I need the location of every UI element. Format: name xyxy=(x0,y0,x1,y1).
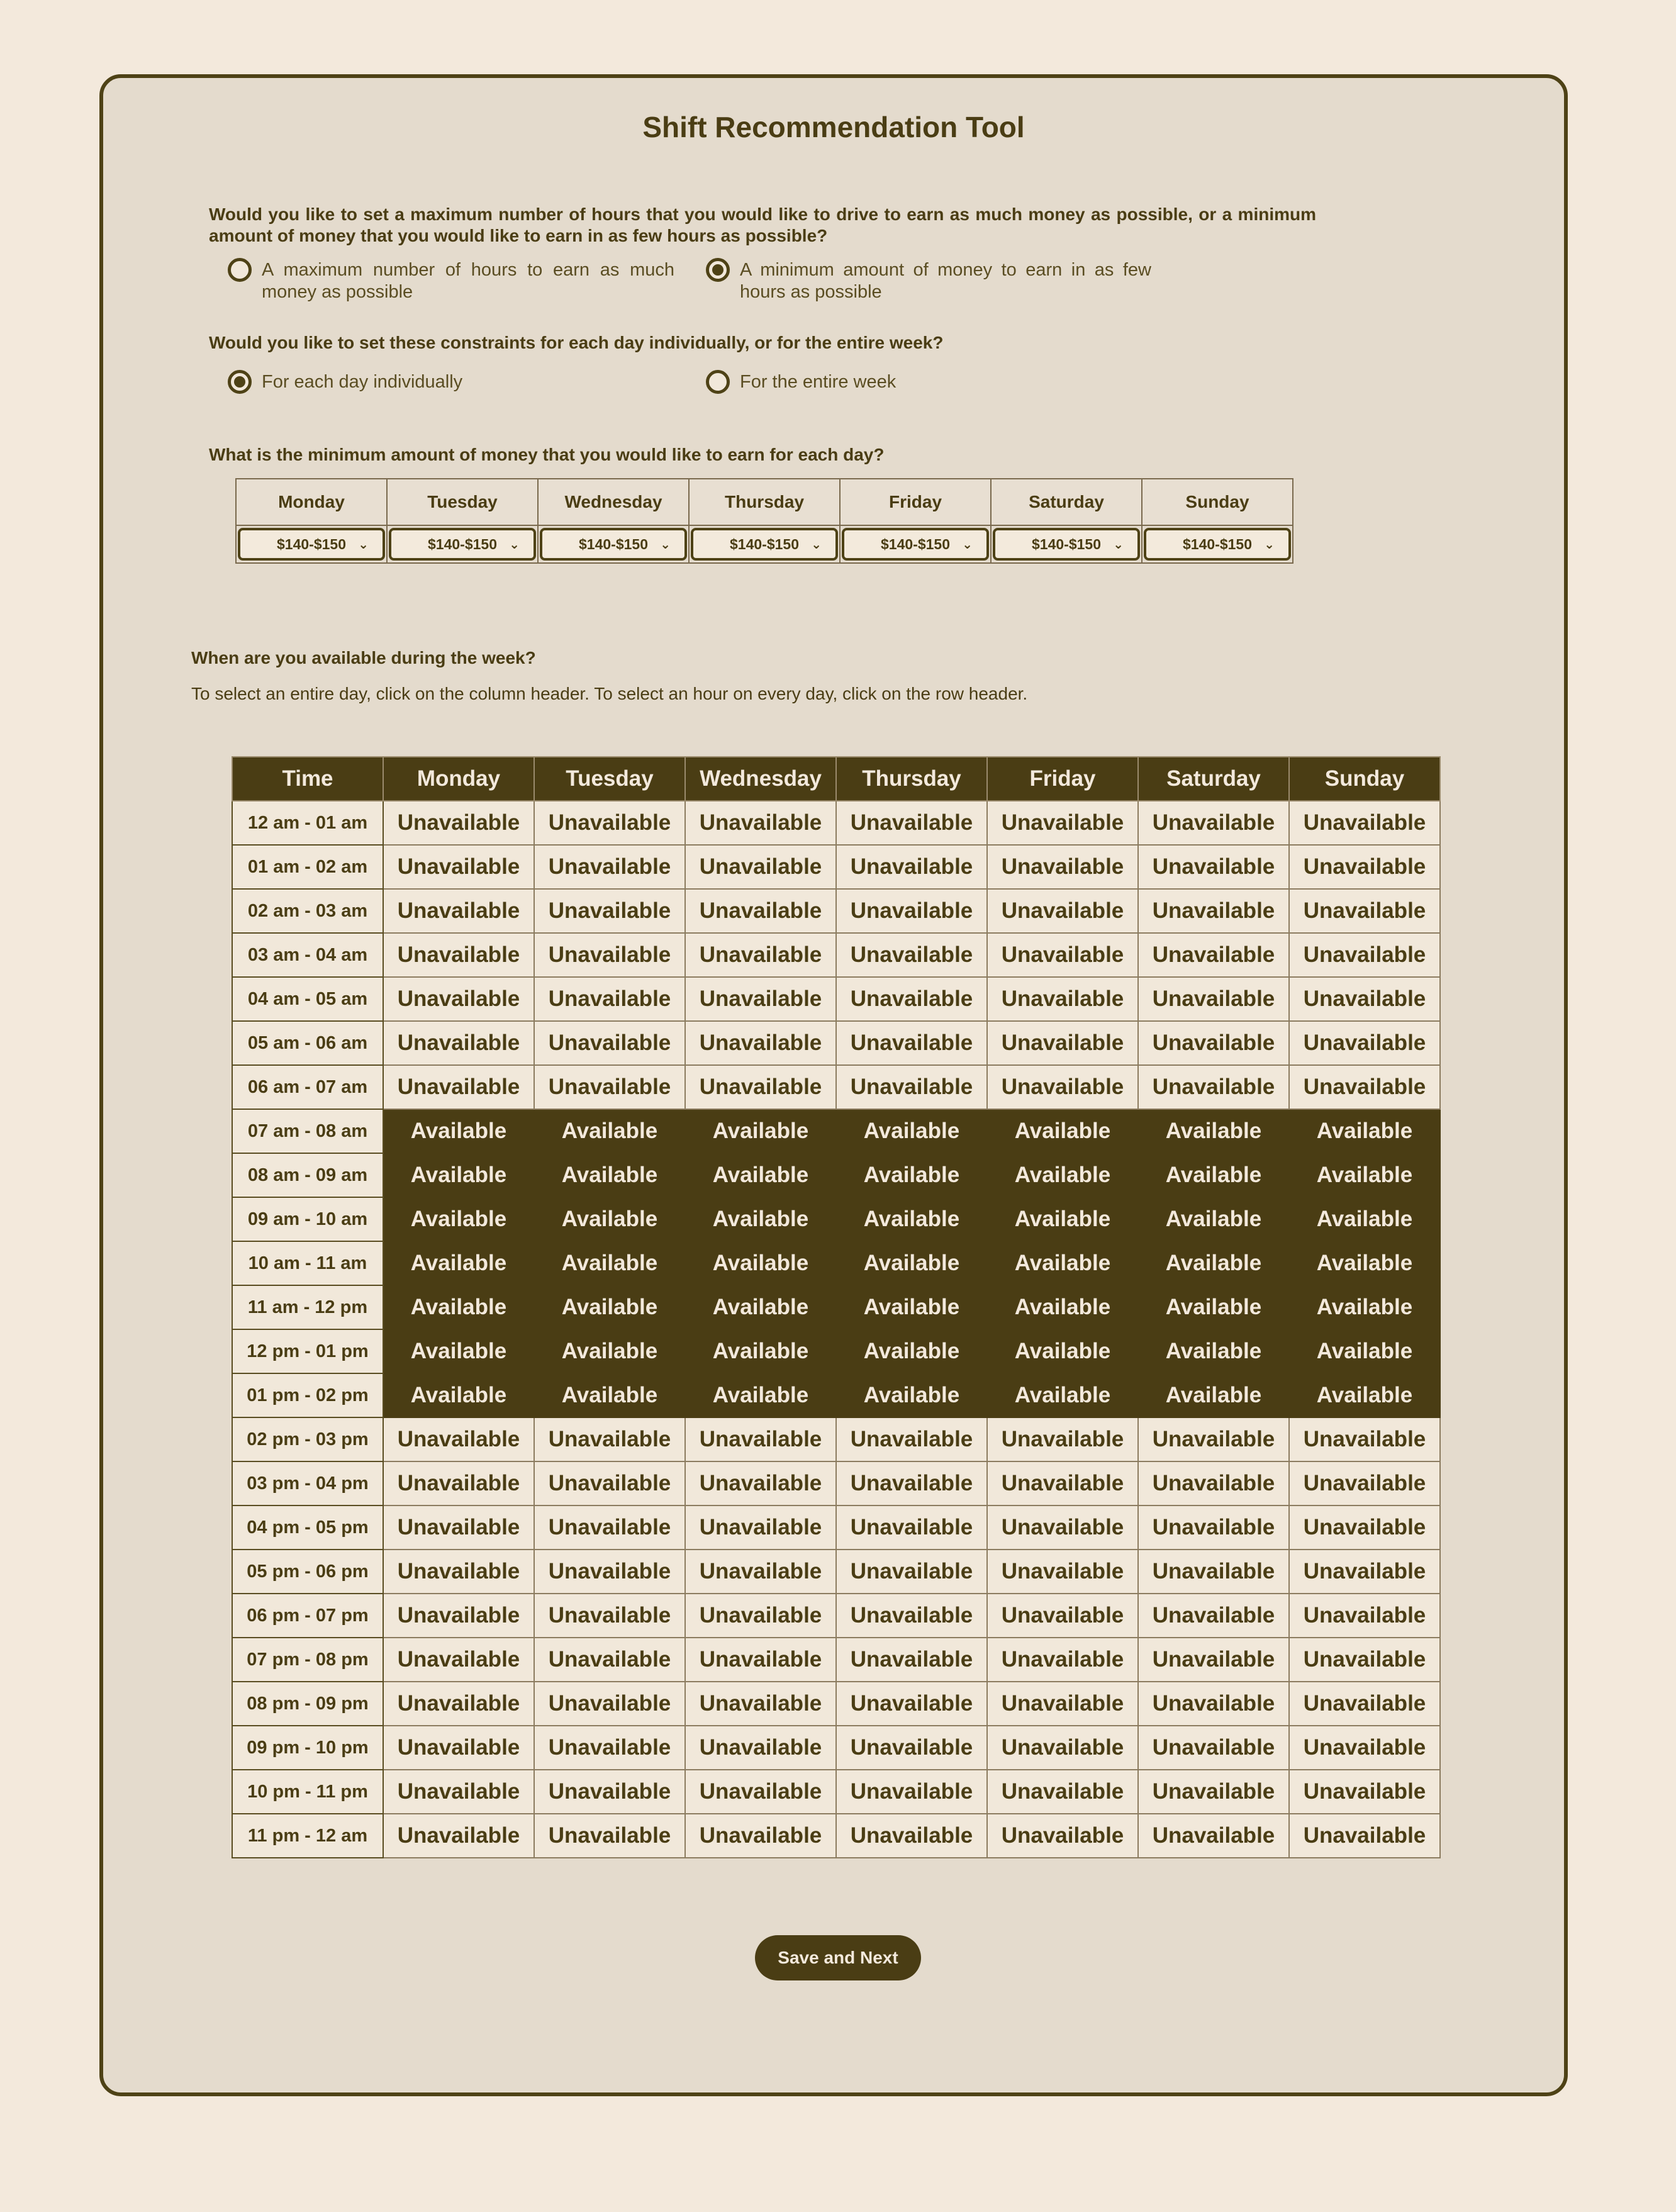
availability-cell-wednesday[interactable]: Unavailable xyxy=(685,889,836,933)
time-row-header[interactable]: 11 am - 12 pm xyxy=(232,1285,383,1329)
availability-cell-monday[interactable]: Unavailable xyxy=(383,1505,534,1550)
availability-question: When are you available during the week? xyxy=(191,648,536,668)
availability-cell-tuesday[interactable]: Unavailable xyxy=(534,1770,685,1814)
availability-cell-monday[interactable]: Unavailable xyxy=(383,977,534,1021)
select-value: $140-$150 xyxy=(730,535,799,552)
day-column-header-monday[interactable]: Monday xyxy=(383,757,534,801)
time-row-header[interactable]: 04 pm - 05 pm xyxy=(232,1505,383,1550)
day-column-header-sunday[interactable]: Sunday xyxy=(1289,757,1440,801)
time-row-header[interactable]: 02 am - 03 am xyxy=(232,889,383,933)
availability-cell-saturday[interactable]: Available xyxy=(1138,1329,1289,1373)
availability-cell-monday[interactable]: Unavailable xyxy=(383,1594,534,1638)
time-row-header[interactable]: 12 pm - 01 pm xyxy=(232,1329,383,1373)
availability-cell-tuesday[interactable]: Unavailable xyxy=(534,933,685,977)
time-row-header[interactable]: 03 am - 04 am xyxy=(232,933,383,977)
availability-cell-friday[interactable]: Available xyxy=(987,1197,1138,1241)
availability-cell-thursday[interactable]: Available xyxy=(836,1241,987,1285)
min-money-header-thursday: Thursday xyxy=(689,479,840,525)
availability-cell-monday[interactable]: Unavailable xyxy=(383,1550,534,1594)
availability-cell-wednesday[interactable]: Unavailable xyxy=(685,1770,836,1814)
availability-cell-sunday[interactable]: Unavailable xyxy=(1289,1814,1440,1858)
availability-grid xyxy=(232,756,1441,1858)
availability-cell-sunday[interactable]: Unavailable xyxy=(1289,1682,1440,1726)
table-row xyxy=(232,1594,1440,1638)
availability-cell-tuesday[interactable]: Unavailable xyxy=(534,1505,685,1550)
min-money-header-monday: Monday xyxy=(236,479,387,525)
time-row-header[interactable]: 08 am - 09 am xyxy=(232,1153,383,1197)
availability-cell-saturday[interactable]: Unavailable xyxy=(1138,1550,1289,1594)
availability-cell-sunday[interactable]: Unavailable xyxy=(1289,1550,1440,1594)
availability-cell-monday[interactable]: Available xyxy=(383,1109,534,1153)
table-row xyxy=(232,977,1440,1021)
availability-cell-tuesday[interactable]: Available xyxy=(534,1109,685,1153)
availability-cell-sunday[interactable]: Unavailable xyxy=(1289,1021,1440,1065)
availability-cell-saturday[interactable]: Unavailable xyxy=(1138,801,1289,845)
table-row xyxy=(232,1065,1440,1109)
min-money-select-sunday[interactable] xyxy=(1144,528,1291,561)
availability-cell-tuesday[interactable]: Unavailable xyxy=(534,1682,685,1726)
table-row xyxy=(232,1638,1440,1682)
availability-cell-sunday[interactable]: Available xyxy=(1289,1197,1440,1241)
availability-cell-monday[interactable]: Available xyxy=(383,1373,534,1417)
availability-cell-wednesday[interactable]: Unavailable xyxy=(685,1594,836,1638)
availability-cell-sunday[interactable]: Available xyxy=(1289,1373,1440,1417)
table-row xyxy=(232,1461,1440,1505)
table-row xyxy=(232,1373,1440,1417)
availability-cell-thursday[interactable]: Unavailable xyxy=(836,1726,987,1770)
availability-cell-wednesday[interactable]: Unavailable xyxy=(685,1065,836,1109)
availability-cell-thursday[interactable]: Available xyxy=(836,1329,987,1373)
availability-cell-friday[interactable]: Unavailable xyxy=(987,1505,1138,1550)
time-row-header[interactable]: 04 am - 05 am xyxy=(232,977,383,1021)
availability-cell-sunday[interactable]: Unavailable xyxy=(1289,1770,1440,1814)
availability-cell-tuesday[interactable]: Unavailable xyxy=(534,977,685,1021)
min-money-table xyxy=(235,478,1293,564)
availability-cell-saturday[interactable]: Available xyxy=(1138,1285,1289,1329)
availability-cell-wednesday[interactable]: Unavailable xyxy=(685,1638,836,1682)
table-row xyxy=(232,1505,1440,1550)
availability-cell-saturday[interactable]: Unavailable xyxy=(1138,845,1289,889)
table-row xyxy=(232,801,1440,845)
availability-cell-friday[interactable]: Unavailable xyxy=(987,1417,1138,1461)
availability-cell-monday[interactable]: Available xyxy=(383,1241,534,1285)
availability-cell-sunday[interactable]: Unavailable xyxy=(1289,889,1440,933)
availability-cell-friday[interactable]: Unavailable xyxy=(987,933,1138,977)
availability-cell-sunday[interactable]: Unavailable xyxy=(1289,1726,1440,1770)
availability-cell-tuesday[interactable]: Unavailable xyxy=(534,889,685,933)
time-row-header[interactable]: 10 am - 11 am xyxy=(232,1241,383,1285)
availability-cell-monday[interactable]: Unavailable xyxy=(383,1814,534,1858)
time-row-header[interactable]: 05 pm - 06 pm xyxy=(232,1550,383,1594)
availability-cell-friday[interactable]: Available xyxy=(987,1241,1138,1285)
availability-cell-sunday[interactable]: Unavailable xyxy=(1289,977,1440,1021)
availability-cell-saturday[interactable]: Unavailable xyxy=(1138,1770,1289,1814)
radio-circle-icon[interactable] xyxy=(228,370,252,394)
availability-cell-tuesday[interactable]: Unavailable xyxy=(534,1021,685,1065)
availability-cell-wednesday[interactable]: Unavailable xyxy=(685,1461,836,1505)
select-value: $140-$150 xyxy=(1183,535,1252,552)
question-min-money: What is the minimum amount of money that you would like to earn for each day? xyxy=(209,445,885,464)
availability-cell-sunday[interactable]: Available xyxy=(1289,1285,1440,1329)
availability-cell-tuesday[interactable]: Unavailable xyxy=(534,1550,685,1594)
radio-label-each-day: For each day individually xyxy=(262,372,463,392)
radio-circle-icon[interactable] xyxy=(228,258,252,282)
availability-cell-monday[interactable]: Unavailable xyxy=(383,889,534,933)
min-money-header-saturday: Saturday xyxy=(991,479,1142,525)
availability-cell-wednesday[interactable]: Unavailable xyxy=(685,1550,836,1594)
availability-cell-wednesday[interactable]: Available xyxy=(685,1329,836,1373)
availability-cell-thursday[interactable]: Unavailable xyxy=(836,977,987,1021)
availability-cell-tuesday[interactable]: Available xyxy=(534,1153,685,1197)
availability-cell-monday[interactable]: Unavailable xyxy=(383,1682,534,1726)
availability-cell-saturday[interactable]: Unavailable xyxy=(1138,1461,1289,1505)
min-money-select-monday[interactable] xyxy=(238,528,385,561)
day-column-header-friday[interactable]: Friday xyxy=(987,757,1138,801)
table-row xyxy=(232,1153,1440,1197)
availability-cell-saturday[interactable]: Unavailable xyxy=(1138,1505,1289,1550)
availability-cell-thursday[interactable]: Unavailable xyxy=(836,801,987,845)
radio-label-max-hours: A maximum number of hours to earn as much money as possible xyxy=(262,260,674,302)
chevron-down-icon: ⌄ xyxy=(962,538,973,552)
availability-cell-thursday[interactable]: Unavailable xyxy=(836,1065,987,1109)
day-column-header-saturday[interactable]: Saturday xyxy=(1138,757,1289,801)
table-row xyxy=(232,1726,1440,1770)
table-row xyxy=(232,1197,1440,1241)
availability-cell-monday[interactable]: Unavailable xyxy=(383,933,534,977)
availability-cell-sunday[interactable]: Available xyxy=(1289,1241,1440,1285)
availability-cell-saturday[interactable]: Available xyxy=(1138,1241,1289,1285)
min-money-cell-wednesday xyxy=(538,525,689,563)
availability-cell-sunday[interactable]: Unavailable xyxy=(1289,1461,1440,1505)
min-money-select-saturday[interactable] xyxy=(993,528,1140,561)
time-row-header[interactable]: 11 pm - 12 am xyxy=(232,1814,383,1858)
chevron-down-icon: ⌄ xyxy=(358,538,369,552)
table-row xyxy=(232,1285,1440,1329)
availability-cell-friday[interactable]: Unavailable xyxy=(987,1461,1138,1505)
availability-cell-friday[interactable]: Unavailable xyxy=(987,1770,1138,1814)
day-column-header-wednesday[interactable]: Wednesday xyxy=(685,757,836,801)
availability-cell-friday[interactable]: Unavailable xyxy=(987,1021,1138,1065)
table-row xyxy=(232,1329,1440,1373)
availability-cell-monday[interactable]: Unavailable xyxy=(383,1417,534,1461)
radio-label-entire-week: For the entire week xyxy=(740,372,897,392)
availability-cell-wednesday[interactable]: Unavailable xyxy=(685,1682,836,1726)
time-row-header[interactable]: 02 pm - 03 pm xyxy=(232,1417,383,1461)
availability-cell-saturday[interactable]: Unavailable xyxy=(1138,889,1289,933)
availability-cell-tuesday[interactable]: Available xyxy=(534,1241,685,1285)
availability-cell-monday[interactable]: Unavailable xyxy=(383,1065,534,1109)
availability-cell-thursday[interactable]: Unavailable xyxy=(836,889,987,933)
save-and-next-button[interactable]: Save and Next xyxy=(755,1935,921,1980)
availability-cell-sunday[interactable]: Unavailable xyxy=(1289,1638,1440,1682)
min-money-cell-friday xyxy=(840,525,991,563)
availability-cell-friday[interactable]: Unavailable xyxy=(987,1682,1138,1726)
availability-cell-tuesday[interactable]: Unavailable xyxy=(534,1461,685,1505)
time-row-header[interactable]: 08 pm - 09 pm xyxy=(232,1682,383,1726)
time-row-header[interactable]: 03 pm - 04 pm xyxy=(232,1461,383,1505)
table-row xyxy=(232,1770,1440,1814)
question-goal-type: Would you like to set a maximum number of hours that you would like to drive to earn as much money as possible, or a minimum amount of money that you would like to earn in as few hours as possible? xyxy=(209,204,1316,245)
min-money-cell-saturday xyxy=(991,525,1142,563)
availability-cell-wednesday[interactable]: Unavailable xyxy=(685,977,836,1021)
min-money-cell-sunday xyxy=(1142,525,1293,563)
availability-cell-friday[interactable]: Available xyxy=(987,1373,1138,1417)
time-row-header[interactable]: 06 am - 07 am xyxy=(232,1065,383,1109)
availability-cell-monday[interactable]: Unavailable xyxy=(383,1638,534,1682)
availability-cell-saturday[interactable]: Available xyxy=(1138,1109,1289,1153)
availability-cell-friday[interactable]: Available xyxy=(987,1329,1138,1373)
availability-cell-thursday[interactable]: Unavailable xyxy=(836,1682,987,1726)
availability-cell-sunday[interactable]: Unavailable xyxy=(1289,1505,1440,1550)
availability-cell-monday[interactable]: Available xyxy=(383,1285,534,1329)
day-column-header-thursday[interactable]: Thursday xyxy=(836,757,987,801)
availability-cell-thursday[interactable]: Unavailable xyxy=(836,1550,987,1594)
availability-cell-tuesday[interactable]: Unavailable xyxy=(534,1417,685,1461)
availability-cell-friday[interactable]: Unavailable xyxy=(987,1638,1138,1682)
availability-cell-monday[interactable]: Unavailable xyxy=(383,1770,534,1814)
availability-cell-tuesday[interactable]: Unavailable xyxy=(534,1726,685,1770)
availability-cell-saturday[interactable]: Unavailable xyxy=(1138,977,1289,1021)
availability-cell-monday[interactable]: Available xyxy=(383,1329,534,1373)
availability-cell-saturday[interactable]: Unavailable xyxy=(1138,1682,1289,1726)
min-money-cell-thursday xyxy=(689,525,840,563)
availability-cell-wednesday[interactable]: Unavailable xyxy=(685,1726,836,1770)
availability-cell-wednesday[interactable]: Available xyxy=(685,1109,836,1153)
availability-cell-wednesday[interactable]: Unavailable xyxy=(685,1417,836,1461)
chevron-down-icon: ⌄ xyxy=(811,538,822,552)
availability-cell-wednesday[interactable]: Available xyxy=(685,1373,836,1417)
availability-cell-wednesday[interactable]: Unavailable xyxy=(685,1505,836,1550)
availability-cell-sunday[interactable]: Available xyxy=(1289,1109,1440,1153)
table-row xyxy=(232,1814,1440,1858)
time-row-header[interactable]: 10 pm - 11 pm xyxy=(232,1770,383,1814)
time-row-header[interactable]: 12 am - 01 am xyxy=(232,801,383,845)
availability-cell-tuesday[interactable]: Unavailable xyxy=(534,1814,685,1858)
min-money-select-friday[interactable] xyxy=(842,528,989,561)
availability-cell-saturday[interactable]: Unavailable xyxy=(1138,933,1289,977)
min-money-header-wednesday: Wednesday xyxy=(538,479,689,525)
chevron-down-icon: ⌄ xyxy=(1113,538,1124,552)
availability-cell-saturday[interactable]: Unavailable xyxy=(1138,1726,1289,1770)
availability-cell-monday[interactable]: Unavailable xyxy=(383,1726,534,1770)
select-value: $140-$150 xyxy=(428,535,497,552)
table-row xyxy=(232,1109,1440,1153)
time-row-header[interactable]: 05 am - 06 am xyxy=(232,1021,383,1065)
availability-cell-friday[interactable]: Unavailable xyxy=(987,1814,1138,1858)
availability-cell-saturday[interactable]: Available xyxy=(1138,1197,1289,1241)
availability-cell-thursday[interactable]: Unavailable xyxy=(836,1461,987,1505)
availability-cell-wednesday[interactable]: Available xyxy=(685,1153,836,1197)
availability-cell-wednesday[interactable]: Available xyxy=(685,1285,836,1329)
availability-cell-sunday[interactable]: Available xyxy=(1289,1329,1440,1373)
availability-cell-saturday[interactable]: Unavailable xyxy=(1138,1814,1289,1858)
availability-instructions: To select an entire day, click on the column header. To select an hour on every day, click on the row header. xyxy=(191,684,1028,703)
table-row xyxy=(232,1241,1440,1285)
time-row-header[interactable]: 07 am - 08 am xyxy=(232,1109,383,1153)
availability-cell-thursday[interactable]: Available xyxy=(836,1373,987,1417)
availability-cell-wednesday[interactable]: Available xyxy=(685,1197,836,1241)
availability-cell-thursday[interactable]: Unavailable xyxy=(836,1770,987,1814)
availability-cell-monday[interactable]: Unavailable xyxy=(383,1461,534,1505)
availability-cell-saturday[interactable]: Unavailable xyxy=(1138,1638,1289,1682)
availability-cell-tuesday[interactable]: Unavailable xyxy=(534,801,685,845)
availability-cell-thursday[interactable]: Unavailable xyxy=(836,933,987,977)
availability-cell-friday[interactable]: Unavailable xyxy=(987,1726,1138,1770)
availability-cell-friday[interactable]: Unavailable xyxy=(987,889,1138,933)
availability-cell-saturday[interactable]: Unavailable xyxy=(1138,1065,1289,1109)
table-row xyxy=(232,1417,1440,1461)
chevron-down-icon: ⌄ xyxy=(1264,538,1275,552)
radio-each-day[interactable] xyxy=(228,371,630,394)
availability-cell-tuesday[interactable]: Available xyxy=(534,1285,685,1329)
table-row xyxy=(232,889,1440,933)
availability-cell-thursday[interactable]: Unavailable xyxy=(836,1505,987,1550)
availability-cell-saturday[interactable]: Available xyxy=(1138,1153,1289,1197)
availability-cell-friday[interactable]: Unavailable xyxy=(987,977,1138,1021)
availability-cell-monday[interactable]: Unavailable xyxy=(383,801,534,845)
select-value: $140-$150 xyxy=(881,535,950,552)
availability-cell-tuesday[interactable]: Unavailable xyxy=(534,1594,685,1638)
time-column-header: Time xyxy=(232,757,383,801)
availability-cell-tuesday[interactable]: Available xyxy=(534,1329,685,1373)
select-value: $140-$150 xyxy=(579,535,648,552)
table-row xyxy=(232,1021,1440,1065)
select-value: $140-$150 xyxy=(1032,535,1101,552)
chevron-down-icon: ⌄ xyxy=(660,538,671,552)
radio-max-hours[interactable] xyxy=(228,259,674,303)
min-money-select-tuesday[interactable] xyxy=(389,528,536,561)
availability-cell-sunday[interactable]: Unavailable xyxy=(1289,801,1440,845)
table-row xyxy=(232,1550,1440,1594)
availability-cell-friday[interactable]: Unavailable xyxy=(987,1550,1138,1594)
min-money-cell-monday xyxy=(236,525,387,563)
availability-cell-thursday[interactable]: Unavailable xyxy=(836,1021,987,1065)
availability-cell-thursday[interactable]: Unavailable xyxy=(836,1594,987,1638)
min-money-header-sunday: Sunday xyxy=(1142,479,1293,525)
availability-cell-friday[interactable]: Unavailable xyxy=(987,1065,1138,1109)
availability-cell-thursday[interactable]: Available xyxy=(836,1153,987,1197)
time-row-header[interactable]: 01 pm - 02 pm xyxy=(232,1373,383,1417)
availability-cell-wednesday[interactable]: Unavailable xyxy=(685,933,836,977)
availability-cell-friday[interactable]: Available xyxy=(987,1153,1138,1197)
availability-cell-wednesday[interactable]: Unavailable xyxy=(685,1021,836,1065)
time-row-header[interactable]: 09 pm - 10 pm xyxy=(232,1726,383,1770)
availability-cell-tuesday[interactable]: Unavailable xyxy=(534,1638,685,1682)
min-money-select-wednesday[interactable] xyxy=(540,528,687,561)
availability-cell-thursday[interactable]: Unavailable xyxy=(836,1814,987,1858)
availability-cell-thursday[interactable]: Available xyxy=(836,1285,987,1329)
chevron-down-icon: ⌄ xyxy=(509,538,520,552)
availability-cell-monday[interactable]: Unavailable xyxy=(383,845,534,889)
availability-cell-wednesday[interactable]: Unavailable xyxy=(685,1814,836,1858)
time-row-header[interactable]: 09 am - 10 am xyxy=(232,1197,383,1241)
availability-cell-thursday[interactable]: Unavailable xyxy=(836,845,987,889)
availability-cell-friday[interactable]: Unavailable xyxy=(987,845,1138,889)
availability-cell-monday[interactable]: Available xyxy=(383,1153,534,1197)
table-row xyxy=(232,845,1440,889)
availability-cell-saturday[interactable]: Available xyxy=(1138,1373,1289,1417)
availability-cell-sunday[interactable]: Unavailable xyxy=(1289,845,1440,889)
radio-label-min-money: A minimum amount of money to earn in as few hours as possible xyxy=(740,260,1151,302)
availability-cell-sunday[interactable]: Unavailable xyxy=(1289,1594,1440,1638)
radio-circle-icon[interactable] xyxy=(706,370,730,394)
availability-cell-sunday[interactable]: Unavailable xyxy=(1289,1417,1440,1461)
radio-entire-week[interactable] xyxy=(706,371,1109,394)
min-money-header-tuesday: Tuesday xyxy=(387,479,538,525)
availability-cell-friday[interactable]: Available xyxy=(987,1109,1138,1153)
select-value: $140-$150 xyxy=(277,535,346,552)
availability-cell-friday[interactable]: Unavailable xyxy=(987,801,1138,845)
availability-cell-saturday[interactable]: Unavailable xyxy=(1138,1417,1289,1461)
availability-cell-saturday[interactable]: Unavailable xyxy=(1138,1021,1289,1065)
availability-cell-tuesday[interactable]: Available xyxy=(534,1373,685,1417)
radio-circle-icon[interactable] xyxy=(706,258,730,282)
availability-cell-saturday[interactable]: Unavailable xyxy=(1138,1594,1289,1638)
availability-cell-thursday[interactable]: Available xyxy=(836,1197,987,1241)
page-title: Shift Recommendation Tool xyxy=(642,111,1025,143)
availability-cell-wednesday[interactable]: Unavailable xyxy=(685,845,836,889)
availability-cell-sunday[interactable]: Unavailable xyxy=(1289,933,1440,977)
availability-cell-wednesday[interactable]: Unavailable xyxy=(685,801,836,845)
availability-cell-sunday[interactable]: Unavailable xyxy=(1289,1065,1440,1109)
availability-cell-tuesday[interactable]: Unavailable xyxy=(534,1065,685,1109)
min-money-cell-tuesday xyxy=(387,525,538,563)
min-money-header-friday: Friday xyxy=(840,479,991,525)
time-row-header[interactable]: 06 pm - 07 pm xyxy=(232,1594,383,1638)
availability-cell-tuesday[interactable]: Available xyxy=(534,1197,685,1241)
availability-cell-friday[interactable]: Unavailable xyxy=(987,1594,1138,1638)
availability-cell-thursday[interactable]: Available xyxy=(836,1109,987,1153)
availability-cell-thursday[interactable]: Unavailable xyxy=(836,1417,987,1461)
table-row xyxy=(232,933,1440,977)
day-column-header-tuesday[interactable]: Tuesday xyxy=(534,757,685,801)
time-row-header[interactable]: 01 am - 02 am xyxy=(232,845,383,889)
table-row xyxy=(232,1682,1440,1726)
availability-cell-sunday[interactable]: Available xyxy=(1289,1153,1440,1197)
min-money-select-thursday[interactable] xyxy=(691,528,838,561)
availability-cell-monday[interactable]: Available xyxy=(383,1197,534,1241)
question-constraint-scope: Would you like to set these constraints for each day individually, or for the entire week? xyxy=(209,333,944,352)
radio-min-money[interactable] xyxy=(706,259,1151,303)
availability-cell-thursday[interactable]: Unavailable xyxy=(836,1638,987,1682)
availability-cell-wednesday[interactable]: Available xyxy=(685,1241,836,1285)
availability-cell-monday[interactable]: Unavailable xyxy=(383,1021,534,1065)
time-row-header[interactable]: 07 pm - 08 pm xyxy=(232,1638,383,1682)
availability-cell-friday[interactable]: Available xyxy=(987,1285,1138,1329)
availability-cell-tuesday[interactable]: Unavailable xyxy=(534,845,685,889)
